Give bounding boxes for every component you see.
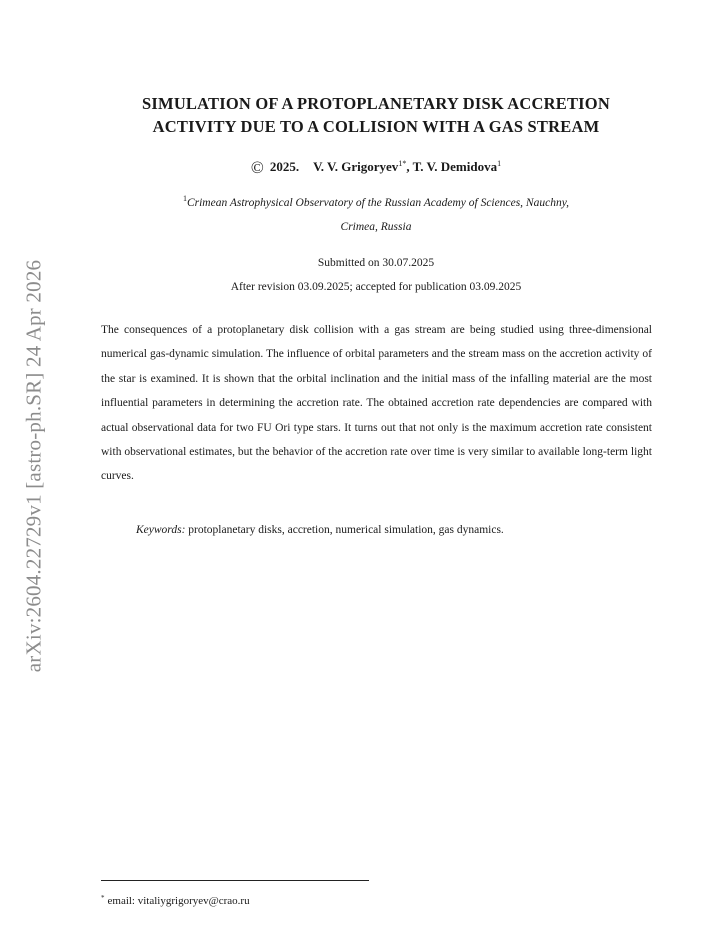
footnote-email: email: vitaliygrigoryev@crao.ru: [107, 895, 250, 907]
affiliation-line-2: Crimea, Russia: [340, 221, 412, 233]
author-separator: ,: [406, 159, 413, 174]
arxiv-identifier-stamp: arXiv:2604.22729v1 [astro-ph.SR] 24 Apr 2026: [21, 259, 46, 673]
author-name-2: T. V. Demidova: [412, 159, 498, 174]
publication-year: 2025.: [269, 159, 300, 174]
footnote: [101, 894, 250, 907]
affiliation: [100, 187, 652, 239]
author-2-marks: 1: [497, 159, 502, 168]
abstract-text: The consequences of a protoplanetary disk collision with a gas stream are being studied using three-dimensional numerical gas-dynamic simulation. The influence of orbital parameters and the stream mass on the accretion activity of the star is examined. It is shown that the orbital inclination and the initial mass of the infalling material are the most influential parameters in determining the accretion rate. The obtained accretion rate dependencies are compared with actual observational data for two FU Ori type stars. It turns out that not only is the maximum accretion rate consistent with observational estimates, but the behavior of the accretion rate over time is very similar to available long-term light curves.: [101, 324, 652, 483]
author-name-1: V. V. Grigoryev: [313, 159, 399, 174]
submitted-date: Submitted on 30.07.2025: [317, 257, 435, 269]
keywords: [136, 524, 504, 536]
title-line-2: ACTIVITY DUE TO A COLLISION WITH A GAS STREAM: [152, 117, 600, 136]
paper-title: [100, 92, 652, 138]
author-line: [100, 158, 652, 178]
title-line-1: SIMULATION OF A PROTOPLANETARY DISK ACCRETION: [142, 94, 610, 113]
keywords-list: protoplanetary disks, accretion, numerical simulation, gas dynamics.: [188, 524, 504, 536]
submission-dates: [100, 251, 652, 299]
keywords-label: Keywords:: [136, 524, 186, 536]
author-1-marks: 1*: [398, 159, 407, 168]
affiliation-line-1: Crimean Astrophysical Observatory of the Russian Academy of Sciences, Nauchny,: [186, 197, 570, 209]
footnote-divider: [101, 880, 369, 881]
footnote-mark: *: [101, 894, 105, 902]
revision-date: After revision 03.09.2025; accepted for publication 03.09.2025: [230, 281, 522, 293]
copyright-icon: ©: [250, 158, 264, 177]
affiliation-mark: 1: [182, 194, 187, 203]
